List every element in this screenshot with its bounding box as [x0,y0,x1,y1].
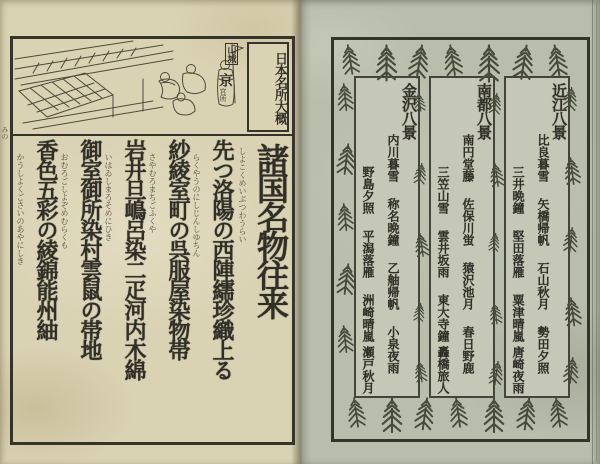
furigana-text: かうしよくごさいのあやにしき [16,153,25,265]
book-binding-gutter [291,0,311,464]
page-edge-line [596,2,597,462]
view-entry: 南円堂藤 [461,134,475,182]
margin-annotation: みの [1,126,8,140]
panel-title: 金沢八景 [400,83,417,139]
view-entry: 唐崎夜雨 [511,346,525,394]
view-entry: 内川暮雪 [386,134,400,182]
hakkei-panel [354,76,420,398]
view-entry: 野島夕照 [361,166,375,214]
view-entry: 比良暮雪 [536,134,550,182]
view-entry: 三笠山雪 [436,166,450,214]
view-entry: 轟橋旅人 [436,346,450,394]
title-cartouche: 日本名所大概 [247,42,289,132]
calligraphy-column [17,139,57,435]
pine-sapling-icon [410,394,441,432]
pine-sapling-icon [541,41,572,79]
view-entry: 称名晩鐘 [386,198,400,246]
panel-title: 南都八景 [475,83,492,139]
view-entry: 洲崎晴嵐 [361,294,375,342]
furigana-text: さやむろまちごふくや [148,153,157,233]
pine-sapling-icon [438,41,468,78]
furigana-text: しよこくめいぶつわうらい [238,147,247,243]
page-edge-line [592,0,593,464]
panel-title: 近江八景 [550,83,567,139]
view-entry: 石山秋月 [536,262,550,310]
view-entry: 乙舳帰帆 [386,262,400,310]
left-page-frame [10,36,295,445]
pine-sapling-icon [444,394,472,429]
view-entry: 瀬戸秋月 [361,346,375,394]
pine-sapling-icon [512,394,543,432]
view-entry: 堅田落雁 [511,230,525,278]
province-label-group [219,43,243,102]
furigana-text: おむろごしよぞめむらくも [60,153,69,249]
calligraphy-text: 先つ洛陽の西陣繻珍織上る [210,139,235,379]
main-title-column [237,139,287,435]
view-entry: 雲井坂雨 [436,230,450,278]
view-entry: 矢橋帰帆 [536,198,550,246]
city-sublabel: 宮所 [219,88,226,102]
calligraphy-column [193,139,233,435]
calligraphy-text: 紗綾室町の呉服屋染物帯 [166,139,191,359]
calligraphy-text-block [13,136,292,437]
view-entry: 猿沢池月 [461,262,475,310]
calligraphy-text: 岩井旦嶋呂染二疋河内木綿 [122,139,147,379]
hakkei-panel [504,76,570,398]
pine-sapling-icon [342,394,370,429]
view-entry: 春日野鹿 [461,326,475,374]
view-entry: 東大寺鐘 [436,294,450,342]
calligraphy-column [105,139,145,435]
right-page [300,0,600,464]
right-page-frame [331,37,590,442]
pine-sapling-icon [544,394,572,429]
pine-sapling-icon [378,396,406,433]
view-entry: 佐保川蛍 [461,198,475,246]
decorated-table-area [334,40,581,433]
calligraphy-text: 諸国名物往来 [253,143,289,317]
pine-sapling-icon [336,41,365,76]
city-label: 京 [218,73,234,87]
pine-sapling-icon [480,396,508,433]
calligraphy-text: 御室御所染村雲鼠の帯地 [78,139,103,359]
furigana-text: いはゐしまろそめにひき [104,153,113,241]
view-entry: 三井晩鐘 [511,166,525,214]
view-entry: 小泉夜雨 [386,326,400,374]
calligraphy-column [149,139,189,435]
courtiers-veranda-illustration [13,39,286,134]
hakkei-panel [429,76,495,398]
province-label: 山城 [226,45,237,63]
furigana-text: らくやうのにしじんしゆちん [192,153,201,257]
view-entry: 勢田夕照 [536,326,550,374]
view-entry: 粟津晴嵐 [511,294,525,342]
pine-sapling-icon [403,41,435,81]
calligraphy-text: 香色五彩の綾錦能州紬 [34,139,59,339]
calligraphy-column [61,139,101,435]
illustration-section [13,39,292,136]
view-entry: 平潟落雁 [361,230,375,278]
